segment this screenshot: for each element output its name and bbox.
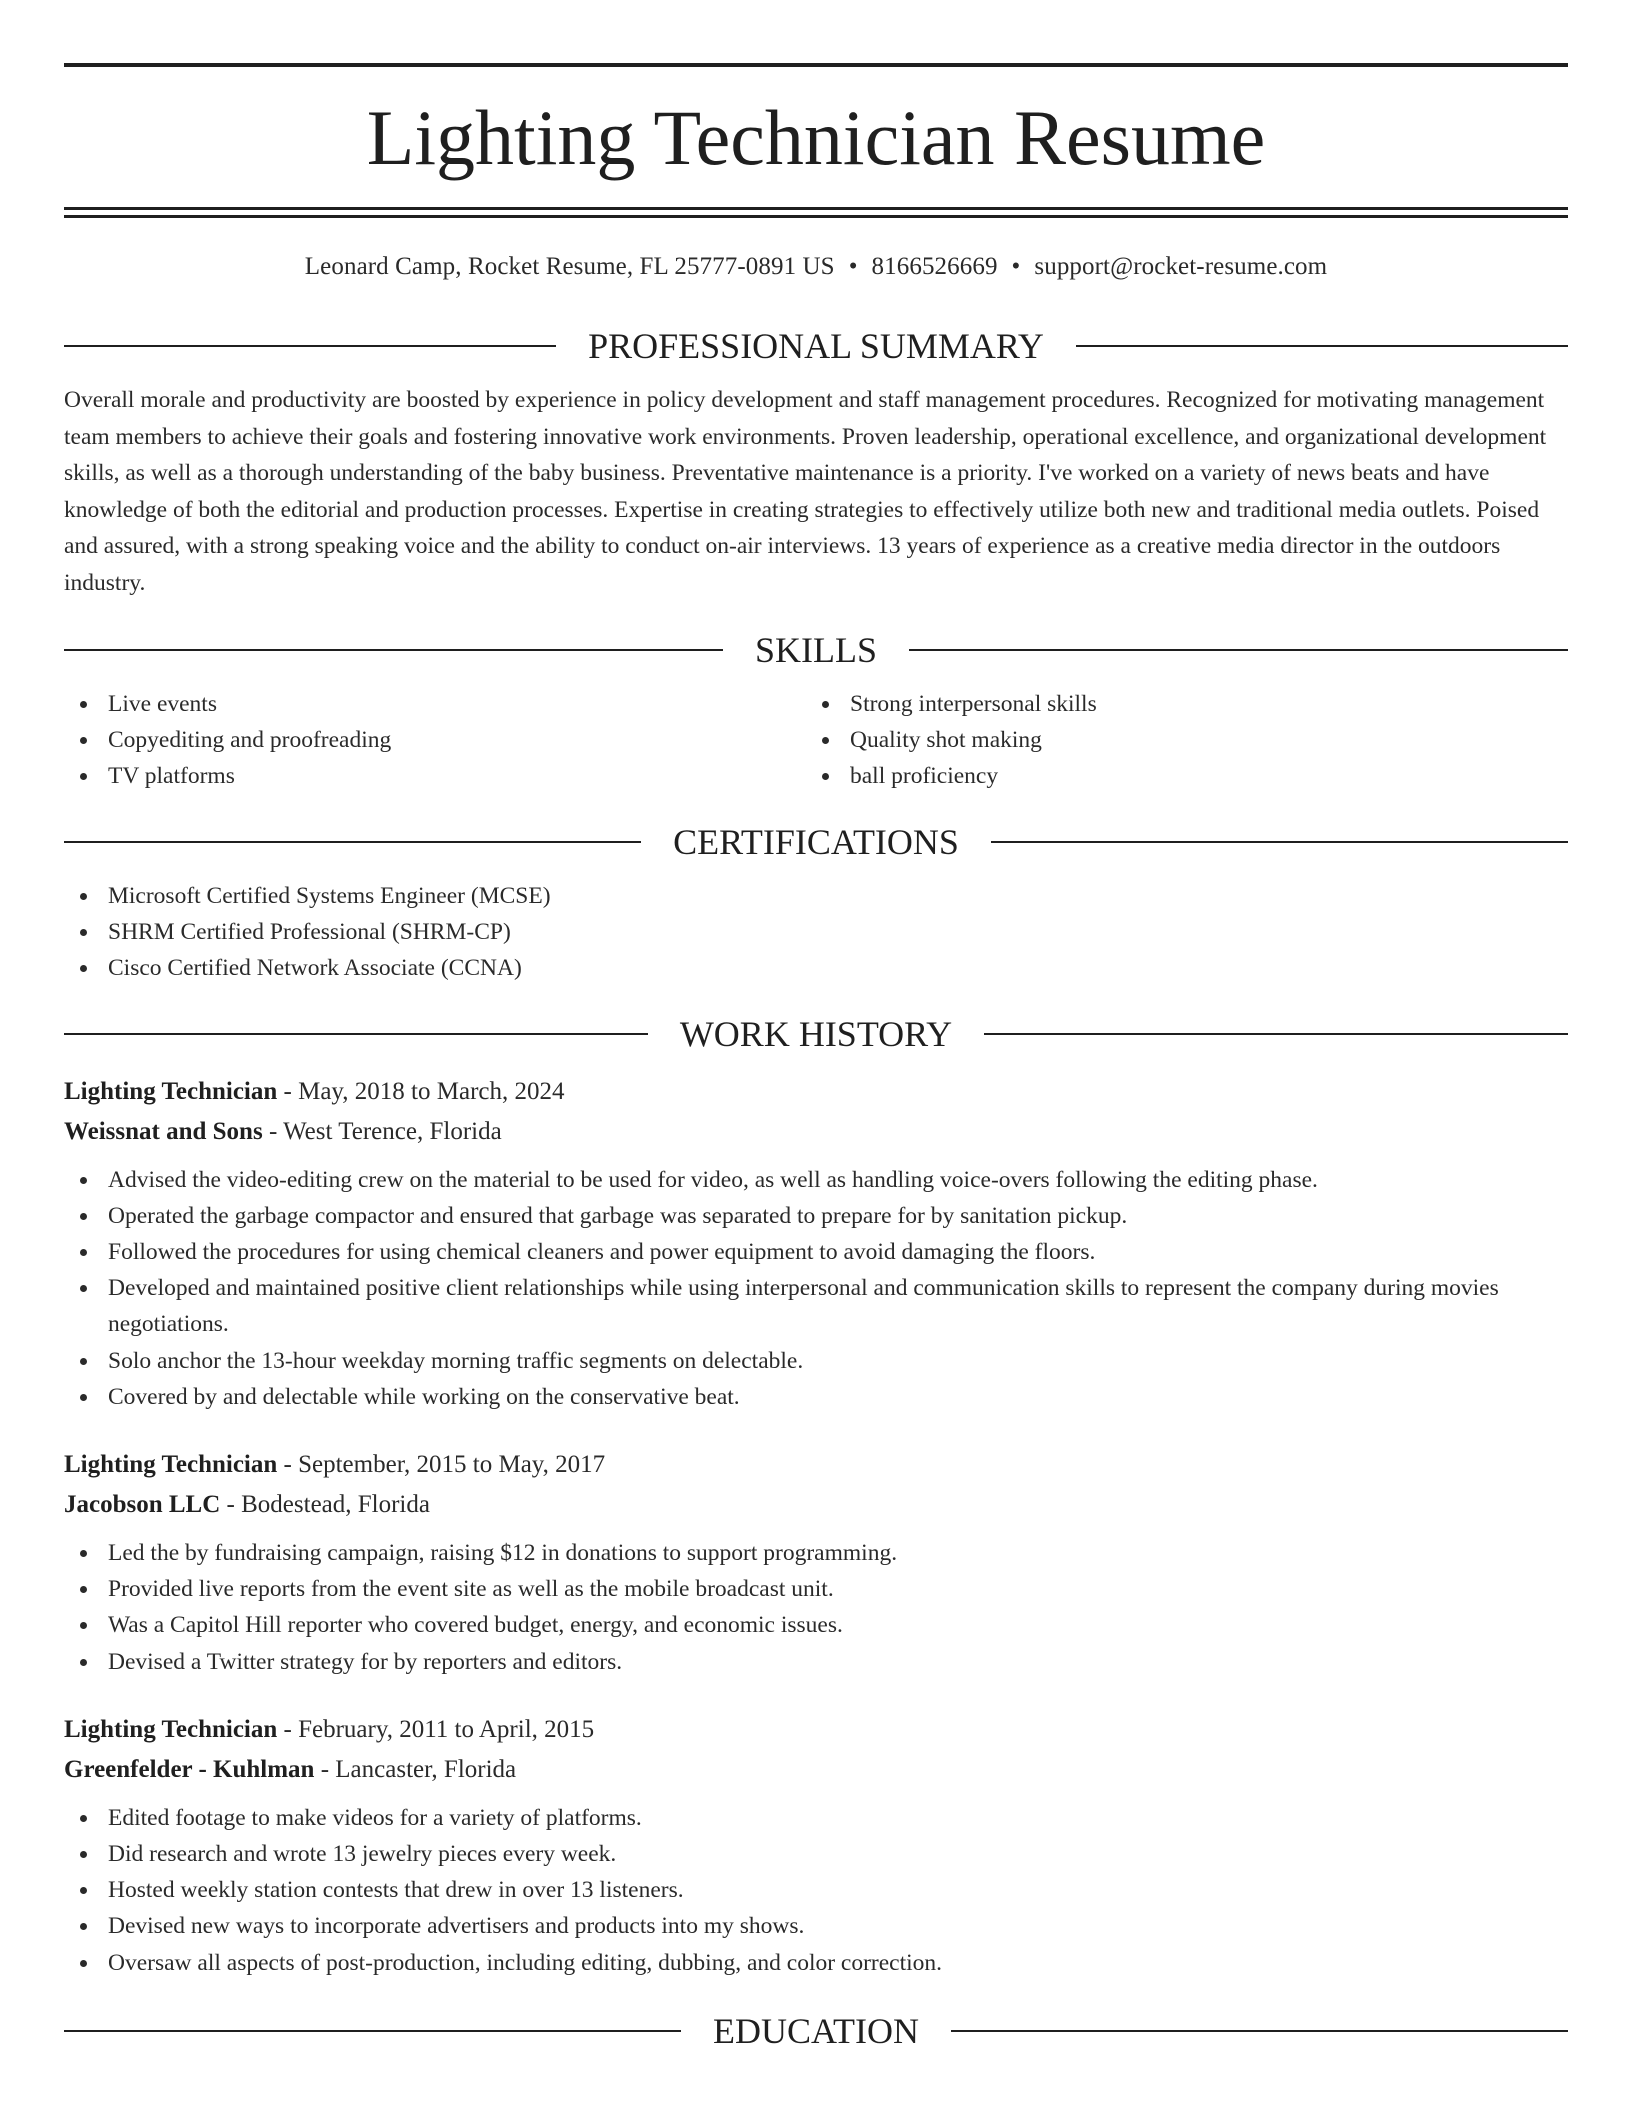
job-duty: Oversaw all aspects of post-production, including editing, dubbing, and color correction. — [64, 1945, 1568, 1981]
contact-email: support@rocket-resume.com — [1034, 253, 1328, 280]
job-duties-list — [64, 1162, 1568, 1415]
job-duty: Operated the garbage compactor and ensured that garbage was separated to prepare for by sanitation pickup. — [64, 1198, 1568, 1234]
job-duty: Led the by fundraising campaign, raising $12 in donations to support programming. — [64, 1535, 1568, 1571]
job-company: Jacobson LLC — [64, 1490, 221, 1518]
resume-page — [64, 0, 1568, 2053]
job-duty: Advised the video-editing crew on the material to be used for video, as well as handling voice-overs following the editing phase. — [64, 1162, 1568, 1198]
section-title: PROFESSIONAL SUMMARY — [588, 326, 1044, 366]
certifications-list — [64, 878, 1568, 986]
skill-item: ball proficiency — [806, 758, 1548, 794]
contact-line — [64, 252, 1568, 282]
section-heading-summary — [64, 324, 1568, 368]
job-company-line — [64, 1485, 1568, 1525]
skill-item: TV platforms — [64, 758, 806, 794]
heading-rule — [64, 649, 723, 651]
job-location: - West Terence, Florida — [262, 1117, 502, 1145]
job-duty: Solo anchor the 13-hour weekday morning traffic segments on delectable. — [64, 1343, 1568, 1379]
heading-rule — [951, 2030, 1568, 2032]
job-duty: Followed the procedures for using chemical cleaners and power equipment to avoid damaging the floors. — [64, 1234, 1568, 1270]
job-duties-list — [64, 1800, 1568, 1981]
job-duty: Devised new ways to incorporate advertisers and products into my shows. — [64, 1908, 1568, 1944]
skill-item: Quality shot making — [806, 722, 1548, 758]
job-duty: Covered by and delectable while working on the conservative beat. — [64, 1379, 1568, 1415]
certification-item: Cisco Certified Network Associate (CCNA) — [64, 950, 1568, 986]
heading-rule — [1076, 345, 1568, 347]
page-title: Lighting Technician Resume — [366, 94, 1266, 181]
job-dates: - May, 2018 to March, 2024 — [277, 1077, 565, 1105]
skills-column-right — [806, 686, 1548, 794]
job-entry — [64, 1710, 1568, 1981]
job-company: Greenfelder - Kuhlman — [64, 1755, 315, 1783]
job-duties-list — [64, 1535, 1568, 1680]
job-duty: Did research and wrote 13 jewelry pieces every week. — [64, 1836, 1568, 1872]
section-heading-education — [64, 2009, 1568, 2053]
double-rule — [64, 207, 1568, 218]
job-entry — [64, 1445, 1568, 1680]
job-duty: Devised a Twitter strategy for by reporters and editors. — [64, 1644, 1568, 1680]
job-company-line — [64, 1750, 1568, 1790]
heading-rule — [984, 1033, 1568, 1035]
job-entry — [64, 1072, 1568, 1415]
job-duty: Was a Capitol Hill reporter who covered budget, energy, and economic issues. — [64, 1607, 1568, 1643]
contact-address: Leonard Camp, Rocket Resume, FL 25777-0891 US — [304, 253, 835, 280]
job-title: Lighting Technician — [64, 1450, 278, 1478]
job-company-line — [64, 1112, 1568, 1152]
job-duty: Edited footage to make videos for a variety of platforms. — [64, 1800, 1568, 1836]
section-title: CERTIFICATIONS — [673, 821, 959, 862]
skills-column-left — [64, 686, 806, 794]
contact-separator: • — [1011, 253, 1021, 280]
job-location: - Lancaster, Florida — [314, 1755, 517, 1783]
heading-rule — [64, 1033, 648, 1035]
job-title: Lighting Technician — [64, 1077, 278, 1105]
skill-item: Live events — [64, 686, 806, 722]
heading-rule — [909, 649, 1568, 651]
contact-separator: • — [848, 253, 858, 280]
heading-rule — [64, 841, 641, 843]
skills-list — [64, 686, 1568, 794]
section-heading-certifications — [64, 820, 1568, 864]
certification-item: Microsoft Certified Systems Engineer (MCSE) — [64, 878, 1568, 914]
section-title: EDUCATION — [713, 2010, 919, 2051]
job-duty: Developed and maintained positive client relationships while using interpersonal and communication skills to represent the company during movies negotiations. — [64, 1270, 1568, 1342]
job-title-line — [64, 1710, 1568, 1750]
heading-rule — [64, 2030, 681, 2032]
section-heading-work-history — [64, 1012, 1568, 1056]
section-title: SKILLS — [755, 629, 878, 670]
job-duty: Provided live reports from the event site as well as the mobile broadcast unit. — [64, 1571, 1568, 1607]
job-title-line — [64, 1445, 1568, 1485]
job-duty: Hosted weekly station contests that drew in over 13 listeners. — [64, 1872, 1568, 1908]
job-dates: - September, 2015 to May, 2017 — [277, 1450, 606, 1478]
contact-phone: 8166526669 — [871, 253, 998, 280]
heading-rule — [64, 345, 556, 347]
job-title-line — [64, 1072, 1568, 1112]
summary-paragraph: Overall morale and productivity are boosted by experience in policy development and staff management procedures. Recognized for motivating management team members to achieve their goals and fostering innovative work environments. Proven leadership, operational excellence, and organizational development skills, as well as a thorough understanding of the baby business. Preventative maintenance is a priority. I've worked on a variety of news beats and have knowledge of both the editorial and production processes. Expertise in creating strategies to effectively utilize both new and traditional media outlets. Poised and assured, with a strong speaking voice and the ability to conduct on-air interviews. 13 years of experience as a creative media director in the outdoors industry. — [64, 387, 1547, 596]
section-heading-skills — [64, 628, 1568, 672]
section-title: WORK HISTORY — [679, 1013, 953, 1054]
skill-item: Strong interpersonal skills — [806, 686, 1548, 722]
job-company: Weissnat and Sons — [64, 1117, 263, 1145]
job-dates: - February, 2011 to April, 2015 — [277, 1715, 595, 1743]
heading-rule — [991, 841, 1568, 843]
job-title: Lighting Technician — [64, 1715, 278, 1743]
certification-item: SHRM Certified Professional (SHRM-CP) — [64, 914, 1568, 950]
skill-item: Copyediting and proofreading — [64, 722, 806, 758]
job-location: - Bodestead, Florida — [220, 1490, 430, 1518]
